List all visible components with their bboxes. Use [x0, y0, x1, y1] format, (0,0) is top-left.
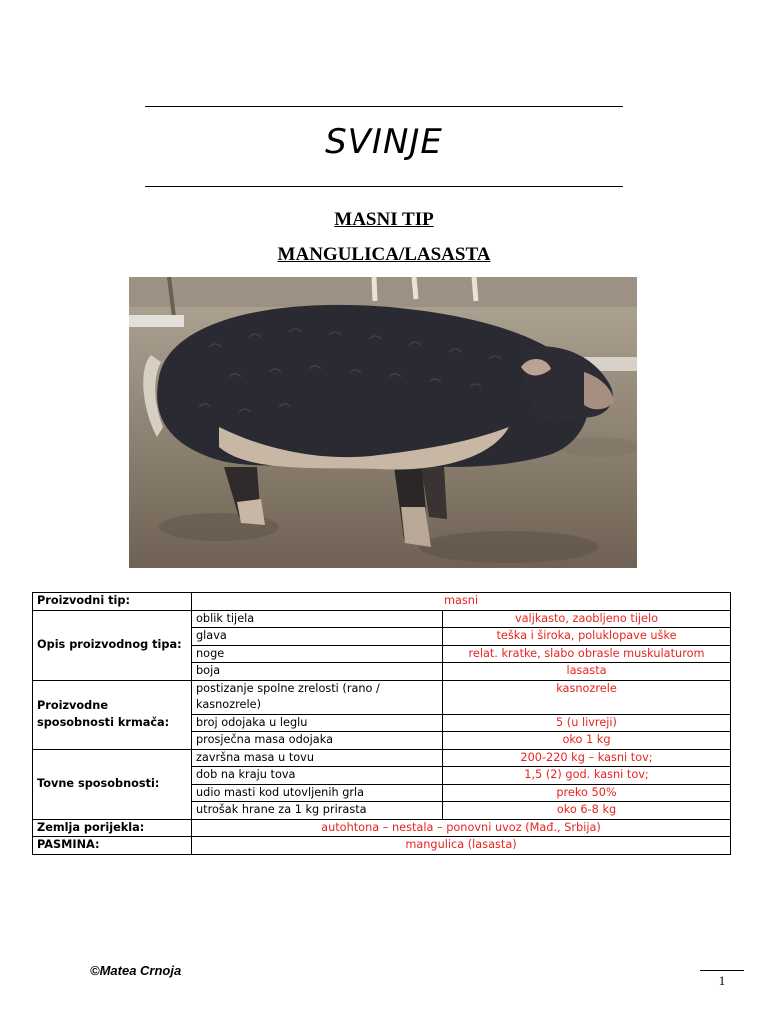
table-row	[33, 837, 731, 855]
sub-value: oko 1 kg	[443, 732, 731, 750]
pig-illustration	[129, 277, 637, 568]
sub-value: 1,5 (2) god. kasni tov;	[443, 767, 731, 785]
row-label-tovne: Tovne sposobnosti:	[33, 749, 192, 819]
sub-value: 200-220 kg – kasni tov;	[443, 749, 731, 767]
sub-value: lasasta	[443, 663, 731, 681]
sub-value: relat. kratke, slabo obrasle muskulaturom	[443, 645, 731, 663]
row-label-pasmina: PASMINA:	[33, 837, 192, 855]
sub-label: glava	[192, 628, 443, 646]
sub-label: oblik tijela	[192, 610, 443, 628]
sub-value: teška i široka, poluklopave uške	[443, 628, 731, 646]
top-rule	[145, 106, 623, 107]
table-row	[33, 593, 731, 611]
type-heading: MASNI TIP	[334, 209, 434, 230]
table-row	[33, 610, 731, 628]
sub-value: preko 50%	[443, 784, 731, 802]
sub-label: boja	[192, 663, 443, 681]
bottom-rule	[145, 186, 623, 187]
breed-info-table	[32, 592, 731, 855]
row-label-proizvodni-tip: Proizvodni tip:	[33, 593, 192, 611]
sub-label: završna masa u tovu	[192, 749, 443, 767]
sub-label: noge	[192, 645, 443, 663]
sub-label: broj odojaka u leglu	[192, 714, 443, 732]
sub-label: postizanje spolne zrelosti (rano / kasnozrele)	[192, 680, 443, 714]
sub-value: valjkasto, zaobljeno tijelo	[443, 610, 731, 628]
row-value-zemlja: autohtona – nestala – ponovni uvoz (Mađ., Srbija)	[192, 819, 731, 837]
row-value-proizvodni-tip: masni	[192, 593, 731, 611]
sub-value: oko 6-8 kg	[443, 802, 731, 820]
row-label-krmaca: Proizvodne sposobnosti krmača:	[33, 680, 192, 749]
page-number: 1	[718, 973, 726, 988]
row-label-opis: Opis proizvodnog tipa:	[33, 610, 192, 680]
sub-value: kasnozrele	[443, 680, 731, 714]
sub-label: dob na kraju tova	[192, 767, 443, 785]
page-number-rule	[700, 970, 744, 971]
pig-photo	[129, 277, 637, 568]
table-row	[33, 749, 731, 767]
sub-label: utrošak hrane za 1 kg prirasta	[192, 802, 443, 820]
table-row	[33, 819, 731, 837]
breed-heading: MANGULICA/LASASTA	[277, 244, 491, 265]
table-row	[33, 680, 731, 714]
footer-author: ©Matea Crnoja	[90, 963, 182, 978]
sub-value: 5 (u livreji)	[443, 714, 731, 732]
sub-label: udio masti kod utovljenih grla	[192, 784, 443, 802]
sub-label: prosječna masa odojaka	[192, 732, 443, 750]
document-title: SVINJE	[325, 122, 443, 162]
row-label-zemlja: Zemlja porijekla:	[33, 819, 192, 837]
row-value-pasmina: mangulica (lasasta)	[192, 837, 731, 855]
